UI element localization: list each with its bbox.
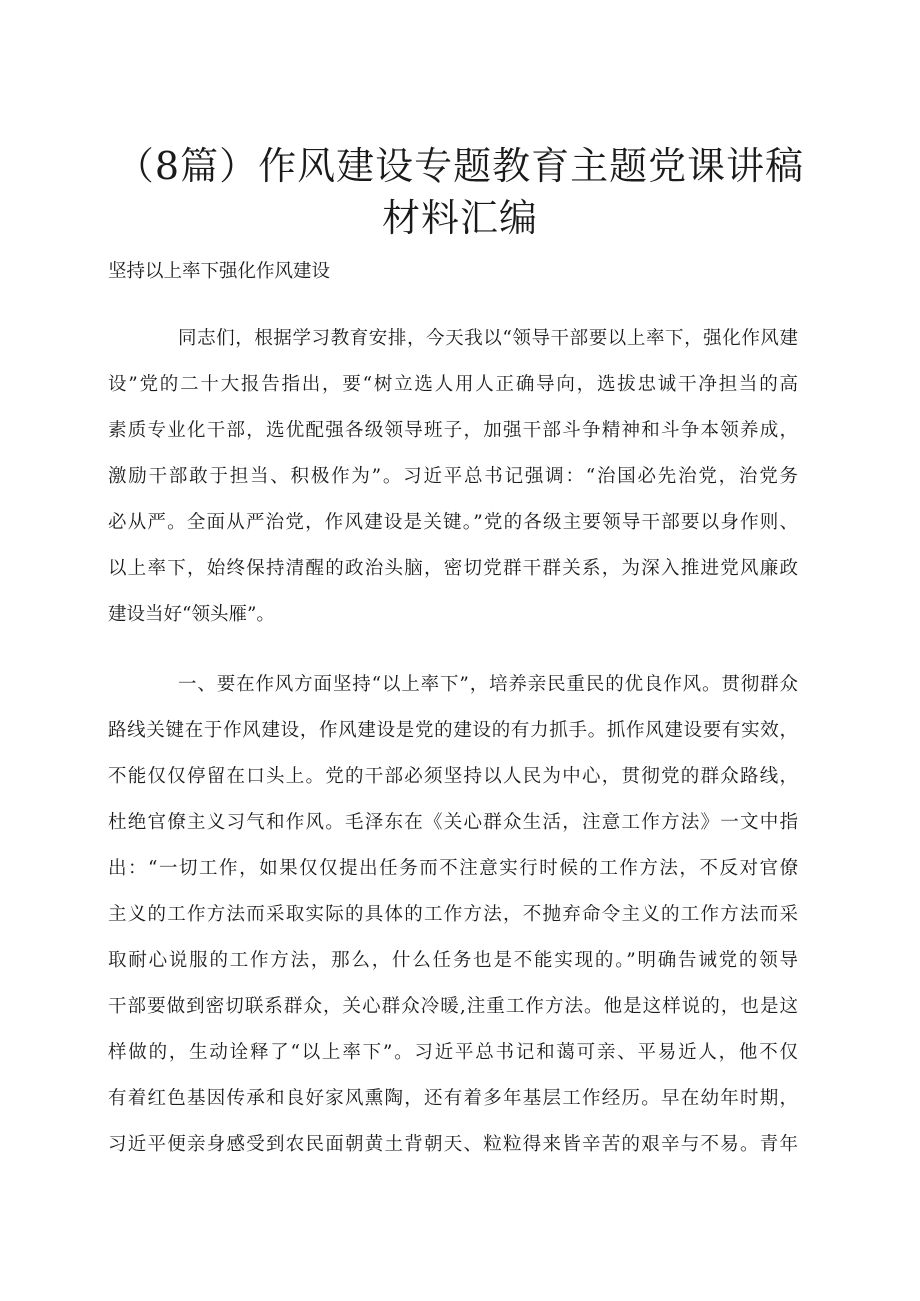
document-title [100,140,820,244]
paragraph-line: 干部要做到密切联系群众，关心群众冷暖,注重工作方法。他是这样说的，也是这 [108,996,798,1017]
paragraph-line: 样做的，生动诠释了“以上率下”。习近平总书记和蔼可亲、平易近人，他不仅 [108,1042,798,1063]
paragraph-line: 取耐心说服的工作方法，那么，什么任务也是不能实现的。”明确告诫党的领导 [108,950,798,971]
paragraph-line: 不能仅仅停留在口头上。党的干部必须坚持以人民为中心，贯彻党的群众路线， [108,766,798,787]
paragraph-line: 以上率下，始终保持清醒的政治头脑，密切党群干群关系，为深入推进党风廉政 [108,558,798,579]
paragraph-line: 主义的工作方法而采取实际的具体的工作方法，不抛弃命令主义的工作方法而采 [108,904,798,925]
paragraph-2 [108,662,798,1168]
paragraph-line: 出：“一切工作，如果仅仅提出任务而不注意实行时候的工作方法，不反对官僚 [108,858,798,879]
paragraph-line: 必从严。全面从严治党，作风建设是关键。”党的各级主要领导干部要以身作则、 [108,512,798,533]
paragraph-line: 一、要在作风方面坚持“以上率下”，培养亲民重民的优良作风。贯彻群众 [178,674,798,695]
paragraph-line: 设”党的二十大报告指出，要“树立选人用人正确导向，选拔忠诚干净担当的高 [108,374,798,395]
section-heading: 坚持以上率下强化作风建设 [108,261,331,282]
title-line-1: （8篇）作风建设专题教育主题党课讲稿 [115,144,805,188]
paragraph-line: 习近平便亲身感受到农民面朝黄土背朝天、粒粒得来皆辛苦的艰辛与不易。青年 [108,1134,798,1155]
paragraph-line: 素质专业化干部，选优配强各级领导班子，加强干部斗争精神和斗争本领养成， [108,420,798,441]
paragraph-line: 有着红色基因传承和良好家风熏陶，还有着多年基层工作经历。早在幼年时期， [108,1088,798,1109]
paragraph-line: 杜绝官僚主义习气和作风。毛泽东在《关心群众生活，注意工作方法》一文中指 [108,812,798,833]
title-line-2: 材料汇编 [381,196,538,240]
paragraph-line: 建设当好“领头雁”。 [108,604,275,625]
paragraph-line: 同志们，根据学习教育安排，今天我以“领导干部要以上率下，强化作风建 [178,328,798,349]
paragraph-line: 激励干部敢于担当、积极作为”。习近平总书记强调：“治国必先治党，治党务 [108,466,798,487]
paragraph-line: 路线关键在于作风建设，作风建设是党的建设的有力抓手。抓作风建设要有实效， [108,720,798,741]
paragraph-1 [108,316,798,638]
